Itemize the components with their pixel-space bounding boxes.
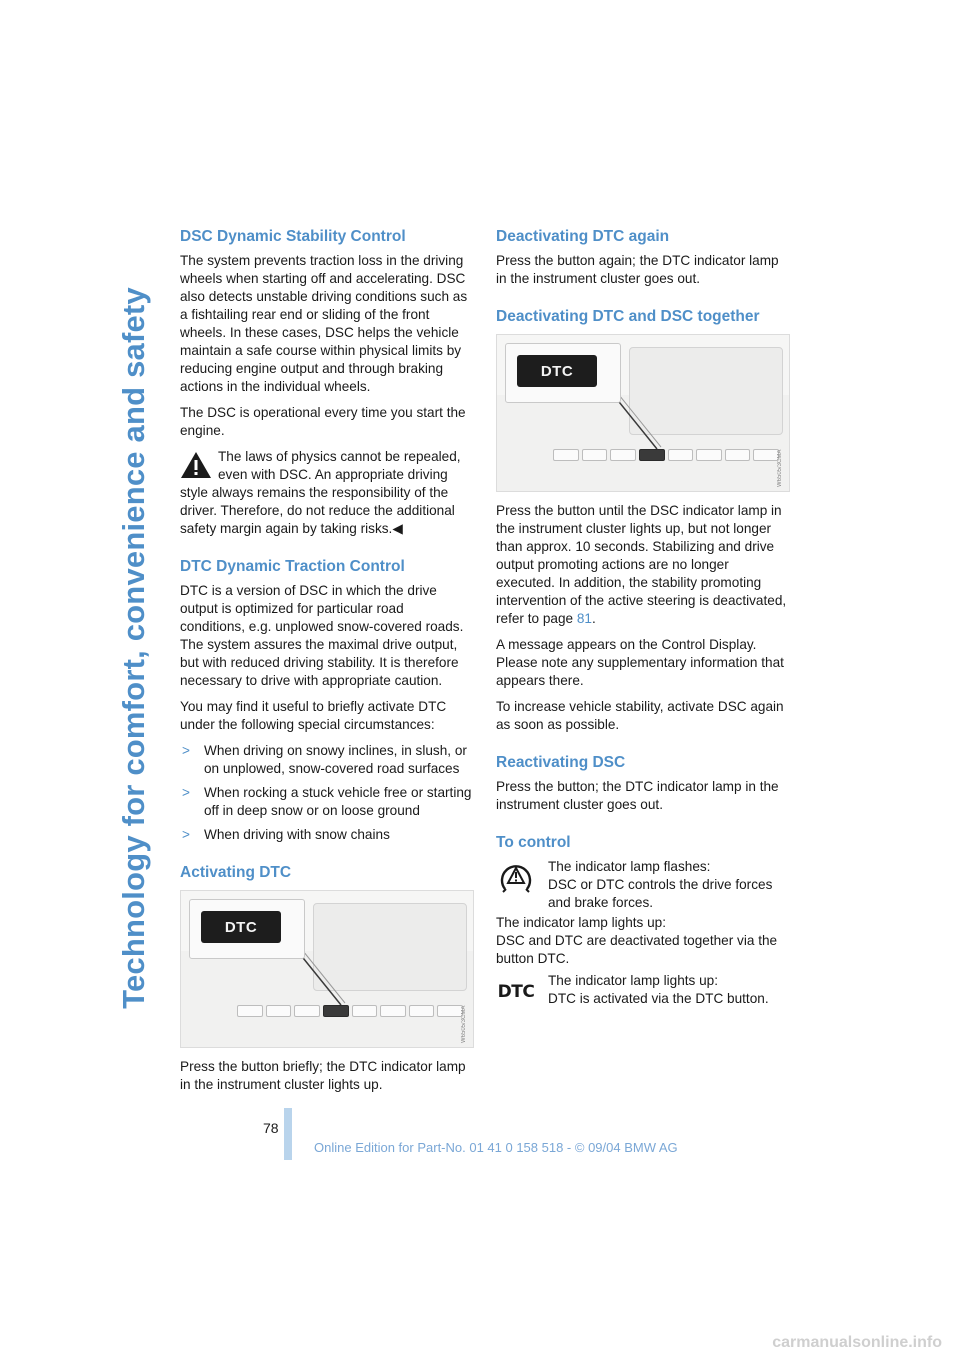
switch [725,449,751,461]
edition-footer: Online Edition for Part-No. 01 41 0 158 518 - © 09/04 BMW AG [314,1140,678,1155]
list-item: > When driving with snow chains [182,827,390,842]
list-marker: > [182,743,190,758]
switch-row [237,1005,463,1017]
footer-accent-bar [284,1108,292,1160]
switch [409,1005,435,1017]
switch-row [553,449,779,461]
dtc-button-image: DTC [517,355,597,387]
dtc-indicator-icon [496,972,536,1012]
dtc-paragraph-2: You may find it useful to briefly activate DTC under the following special circumstances: [180,699,447,732]
site-watermark: carmanualsonline.info [772,1334,942,1351]
activating-dtc-heading: Activating DTC [180,864,292,881]
dsc-indicator-text [548,858,788,912]
deactivating-both-paragraph-2: A message appears on the Control Display. Please note any supplementary information that appears there. [496,637,784,688]
switch [380,1005,406,1017]
list-item: > When rocking a stuck vehicle free or starting off in deep snow or on loose ground [182,785,472,818]
lamp-lights-up-description: DSC and DTC are deactivated together via the button DTC. [496,933,778,966]
switch [352,1005,378,1017]
dtc-circumstances-list [180,742,472,844]
list-marker: > [182,827,190,842]
lamp-lights-up-label: The indicator lamp lights up: [496,915,667,930]
left-column [180,228,472,1102]
deactivating-both-paragraph-3: To increase vehicle stability, activate DSC again as soon as possible. [496,699,784,732]
switch [696,449,722,461]
dsc-indicator-icon [496,858,536,898]
page-number: 78 [263,1120,279,1136]
chapter-side-title [104,228,164,1068]
switch [753,449,779,461]
switch [553,449,579,461]
right-column [496,228,788,1014]
deactivating-dtc-heading: Deactivating DTC again [496,228,670,245]
warning-triangle-icon [180,450,212,480]
switch [582,449,608,461]
list-item: > When driving on snowy inclines, in slush, or on unplowed, snow-covered road surfaces [182,743,467,776]
to-control-heading: To control [496,834,571,851]
dtc-button-figure [180,890,474,1048]
lamp-flashes-label: The indicator lamp flashes: [548,859,711,874]
reactivating-dsc-paragraph: Press the button; the DTC indicator lamp in the instrument cluster goes out. [496,779,779,812]
switch [610,449,636,461]
figure-code: W6505/3CMA [461,1005,467,1043]
dtc-indicator-text [548,972,769,1008]
deactivating-both-paragraph-1: Press the button until the DSC indicator lamp in the instrument cluster lights up, but not longer than approx. 10 seconds. Stabilizing and drive output promoting actions are no longer executed. In addition, the stability promoting intervention of the active steering is deactivated, refer to page 81. [496,503,787,626]
dtc-heading: DTC Dynamic Traction Control [180,558,405,575]
reactivating-dsc-heading: Reactivating DSC [496,754,626,771]
dtc-lamp-label: DTC [497,982,535,1002]
deactivating-dtc-paragraph: Press the button again; the DTC indicator lamp in the instrument cluster goes out. [496,253,779,286]
dsc-warning-text: The laws of physics cannot be repealed, even with DSC. An appropriate driving style always remains the responsibility of the driver. Therefore, do not reduce the additional safety margin again by taking risks. [180,449,461,536]
switch [437,1005,463,1017]
switch [668,449,694,461]
dtc-paragraph-1: DTC is a version of DSC in which the drive output is optimized for particular road conditions, e.g. unplowed snow-covered roads. The system assures the maximal drive output, but with reduced driving stability. It is therefore necessary to drive with appropriate caution. [180,583,464,688]
switch-dtc-active [639,449,665,461]
dsc-warning [180,448,472,538]
dtc-lamp-lights-up-label: The indicator lamp lights up: [548,973,719,988]
switch-dtc-active [323,1005,349,1017]
figure-code: W6505/3CMA [777,449,783,487]
dtc-dsc-button-figure [496,334,790,492]
switch [237,1005,263,1017]
end-mark-icon: ◀ [392,521,403,536]
lamp-flashes-description: DSC or DTC controls the drive forces and brake forces. [548,877,773,910]
dtc-lamp-description: DTC is activated via the DTC button. [548,991,769,1006]
dsc-indicator-row [496,858,788,912]
chapter-title-text: Technology for comfort, convenience and safety [116,287,152,1009]
list-marker: > [182,785,190,800]
activating-dtc-paragraph: Press the button briefly; the DTC indicator lamp in the instrument cluster lights up. [180,1059,466,1092]
switch [294,1005,320,1017]
switch [266,1005,292,1017]
dsc-paragraph-2: The DSC is operational every time you start the engine. [180,405,466,438]
dsc-heading: DSC Dynamic Stability Control [180,228,406,245]
deactivating-both-heading: Deactivating DTC and DSC together [496,308,760,325]
dtc-indicator-row [496,972,788,1012]
page-reference-link[interactable]: 81 [576,611,592,626]
dtc-button-image: DTC [201,911,281,943]
dsc-paragraph-1: The system prevents traction loss in the driving wheels when starting off and accelerating. DSC also detects unstable driving conditions such as a fishtailing rear end or sliding of the front wheels. In these cases, DSC helps the vehicle maintain a safe course within physical limits by reducing engine output and through braking actions in the individual wheels. [180,253,468,394]
